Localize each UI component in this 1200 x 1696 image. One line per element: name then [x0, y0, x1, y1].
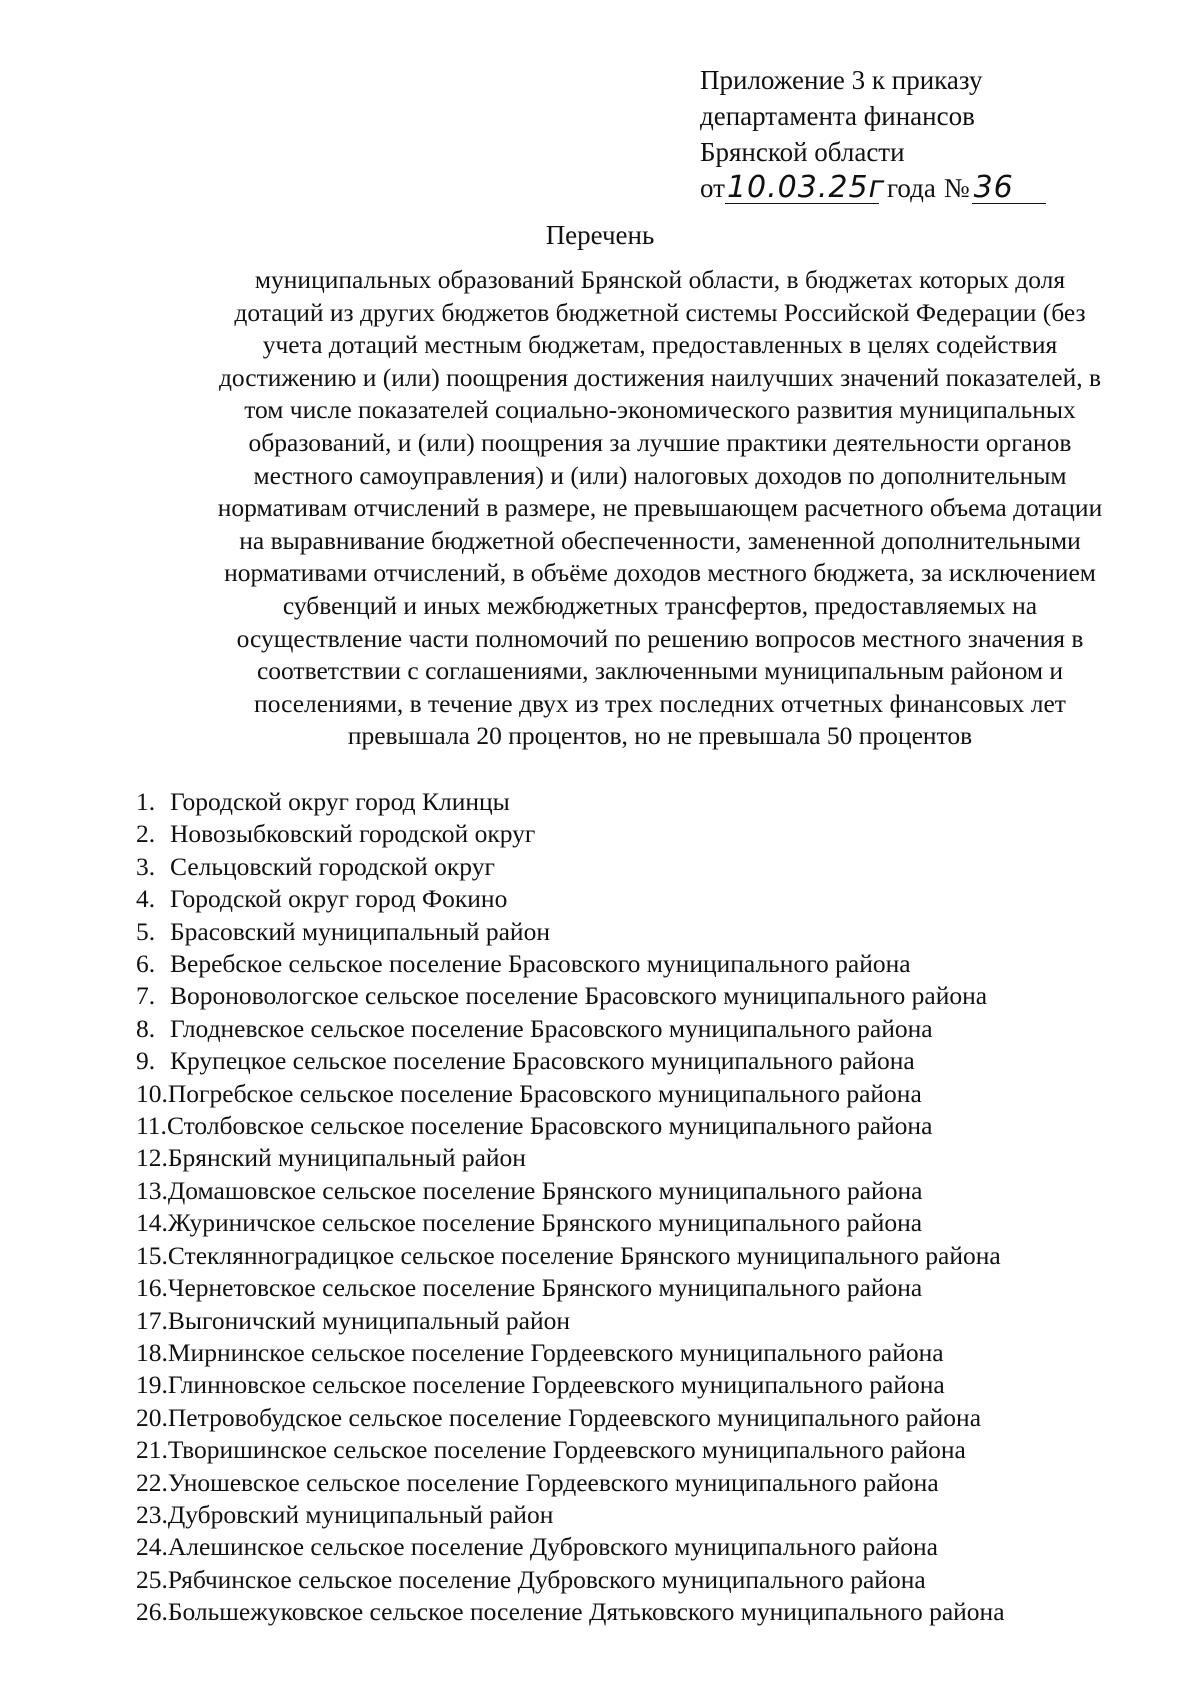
- list-item-text: Сельцовский городской округ: [170, 851, 495, 881]
- header-line-2: департамента финансов: [700, 101, 975, 131]
- list-item-text: Вороновологское сельское поселение Брасовского муниципального района: [170, 981, 988, 1011]
- list-item-number: 15.: [136, 1240, 168, 1270]
- document-description: [150, 264, 1170, 753]
- list-item-number: 18.: [136, 1337, 168, 1367]
- list-item-number: 19.: [136, 1370, 168, 1400]
- list-item-text: Стеклянноградицкое сельское поселение Брянского муниципального района: [167, 1240, 1001, 1270]
- list-item-text: Выгоничский муниципальный район: [167, 1305, 571, 1335]
- list-item-text: Брасовский муниципальный район: [170, 916, 550, 946]
- list-item-text: Алешинское сельское поселение Дубровского муниципального района: [167, 1532, 938, 1562]
- list-item-text: Дубровский муниципальный район: [167, 1499, 554, 1529]
- description-line: на выравнивание бюджетной обеспеченности, замененной дополнительными: [239, 525, 1081, 555]
- description-line: том числе показателей социально-экономического развития муниципальных: [244, 395, 1076, 425]
- list-item-text: Брянский муниципальный район: [167, 1143, 526, 1173]
- list-item: [136, 1337, 1176, 1369]
- year-label: года: [886, 173, 936, 203]
- list-item-number: 22.: [136, 1467, 168, 1497]
- list-item: [136, 851, 1176, 883]
- list-item-number: 11.: [136, 1111, 167, 1141]
- description-line: превышала 20 процентов, но не превышала 50 процентов: [347, 721, 973, 751]
- list-item-number: 21.: [136, 1435, 168, 1465]
- description-line: осуществление части полномочий по решению вопросов местного значения в: [236, 623, 1084, 653]
- list-item-number: 13.: [136, 1175, 168, 1205]
- list-item-number: 9.: [136, 1046, 156, 1076]
- list-item-number: 12.: [136, 1143, 168, 1173]
- description-line: нормативами отчислений, в объёме доходов местного бюджета, за исключением: [224, 558, 1096, 588]
- list-item-text: Чернетовское сельское поселение Брянского муниципального района: [167, 1273, 923, 1303]
- list-item-text: Творишинское сельское поселение Гордеевского муниципального района: [167, 1435, 966, 1465]
- description-line: поселениями, в течение двух из трех последних отчетных финансовых лет: [254, 688, 1066, 718]
- description-line: дотаций из других бюджетов бюджетной системы Российской Федерации (без: [234, 297, 1086, 327]
- list-item: [136, 1434, 1176, 1466]
- list-item: [136, 1110, 1176, 1142]
- appendix-header: [700, 62, 1140, 206]
- list-item-text: Журиничское сельское поселение Брянского муниципального района: [167, 1208, 923, 1238]
- list-item: [136, 786, 1176, 818]
- list-item-number: 25.: [136, 1564, 168, 1594]
- list-item-text: Веребское сельское поселение Брасовского муниципального района: [170, 949, 911, 979]
- list-item: [136, 1240, 1176, 1272]
- list-item-text: Петровобудское сельское поселение Гордеевского муниципального района: [167, 1402, 982, 1432]
- list-item-text: Новозыбковский городской округ: [170, 819, 536, 849]
- list-item: [136, 1499, 1176, 1531]
- description-line: достижению и (или) поощрения достижения наилучших значений показателей, в: [218, 362, 1102, 392]
- list-item-text: Глинновское сельское поселение Гордеевского муниципального района: [167, 1370, 945, 1400]
- description-line: местного самоуправления) и (или) налоговых доходов по дополнительным: [253, 460, 1067, 490]
- list-item-number: 4.: [136, 884, 156, 914]
- list-item: [136, 980, 1176, 1012]
- list-item: [136, 1531, 1176, 1563]
- list-item: [136, 948, 1176, 980]
- header-date-line: [700, 170, 1140, 206]
- list-item-text: Городской округ город Клинцы: [170, 787, 510, 816]
- municipality-list: [136, 786, 1176, 1629]
- list-item-number: 8.: [136, 1013, 156, 1043]
- list-item-number: 23.: [136, 1499, 168, 1529]
- list-item-text: Домашовское сельское поселение Брянского муниципального района: [167, 1175, 923, 1205]
- list-item-text: Крупецкое сельское поселение Брасовского муниципального района: [170, 1046, 915, 1076]
- list-item: [136, 883, 1176, 915]
- description-line: учета дотаций местным бюджетам, предоставленных в целях содействия: [262, 330, 1058, 360]
- list-item-text: Глодневское сельское поселение Брасовского муниципального района: [170, 1013, 933, 1043]
- list-item: [136, 1175, 1176, 1207]
- list-item-text: Мирнинское сельское поселение Гордеевского муниципального района: [167, 1337, 944, 1367]
- list-item-number: 26.: [136, 1597, 168, 1627]
- list-item-text: Большежуковское сельское поселение Дятьковского муниципального района: [167, 1597, 1005, 1627]
- header-line-1: Приложение 3 к приказу: [700, 65, 983, 95]
- list-item: [136, 916, 1176, 948]
- list-item: [136, 1564, 1176, 1596]
- description-line: нормативам отчислений в размере, не превышающем расчетного объема дотации: [217, 493, 1103, 523]
- list-item: [136, 1013, 1176, 1045]
- list-item-text: Городской округ город Фокино: [170, 884, 508, 914]
- list-item-number: 6.: [136, 949, 156, 979]
- list-item-number: 7.: [136, 981, 156, 1011]
- list-item-number: 24.: [136, 1532, 168, 1562]
- list-item: [136, 1078, 1176, 1110]
- document-title: Перечень: [545, 220, 655, 250]
- list-item-number: 2.: [136, 819, 156, 849]
- list-item-number: 1.: [136, 787, 156, 816]
- list-item-text: Столбовское сельское поселение Брасовского муниципального района: [166, 1111, 933, 1141]
- list-item: [136, 1596, 1176, 1628]
- list-item: [136, 1369, 1176, 1401]
- handwritten-date: 10.03.25г: [726, 170, 886, 205]
- handwritten-number: 36: [972, 173, 1046, 204]
- list-item: [136, 1272, 1176, 1304]
- list-item-number: 17.: [136, 1305, 168, 1335]
- description-line: муниципальных образований Брянской области, в бюджетах которых доля: [254, 265, 1066, 294]
- list-item-number: 20.: [136, 1402, 168, 1432]
- list-item-text: Рябчинское сельское поселение Дубровского муниципального района: [167, 1564, 926, 1594]
- number-label: №: [943, 173, 970, 203]
- list-item-number: 5.: [136, 916, 156, 946]
- from-label: от: [700, 173, 725, 203]
- list-item-number: 16.: [136, 1273, 168, 1303]
- list-item: [136, 1207, 1176, 1239]
- list-item-number: 10.: [136, 1078, 168, 1108]
- list-item-number: 14.: [136, 1208, 168, 1238]
- list-item: [136, 1402, 1176, 1434]
- description-line: субвенций и иных межбюджетных трансфертов, предоставляемых на: [282, 590, 1038, 620]
- list-item-text: Погребское сельское поселение Брасовского муниципального района: [167, 1078, 922, 1108]
- list-item: [136, 1467, 1176, 1499]
- list-item: [136, 1305, 1176, 1337]
- list-item: [136, 818, 1176, 850]
- list-item: [136, 1142, 1176, 1174]
- description-line: соответствии с соглашениями, заключенными муниципальным районом и: [256, 656, 1064, 686]
- header-line-3: Брянской области: [700, 137, 905, 167]
- description-line: образований, и (или) поощрения за лучшие практики деятельности органов: [248, 427, 1072, 457]
- list-item-number: 3.: [136, 851, 156, 881]
- list-item: [136, 1045, 1176, 1077]
- list-item-text: Уношевское сельское поселение Гордеевского муниципального района: [167, 1467, 939, 1497]
